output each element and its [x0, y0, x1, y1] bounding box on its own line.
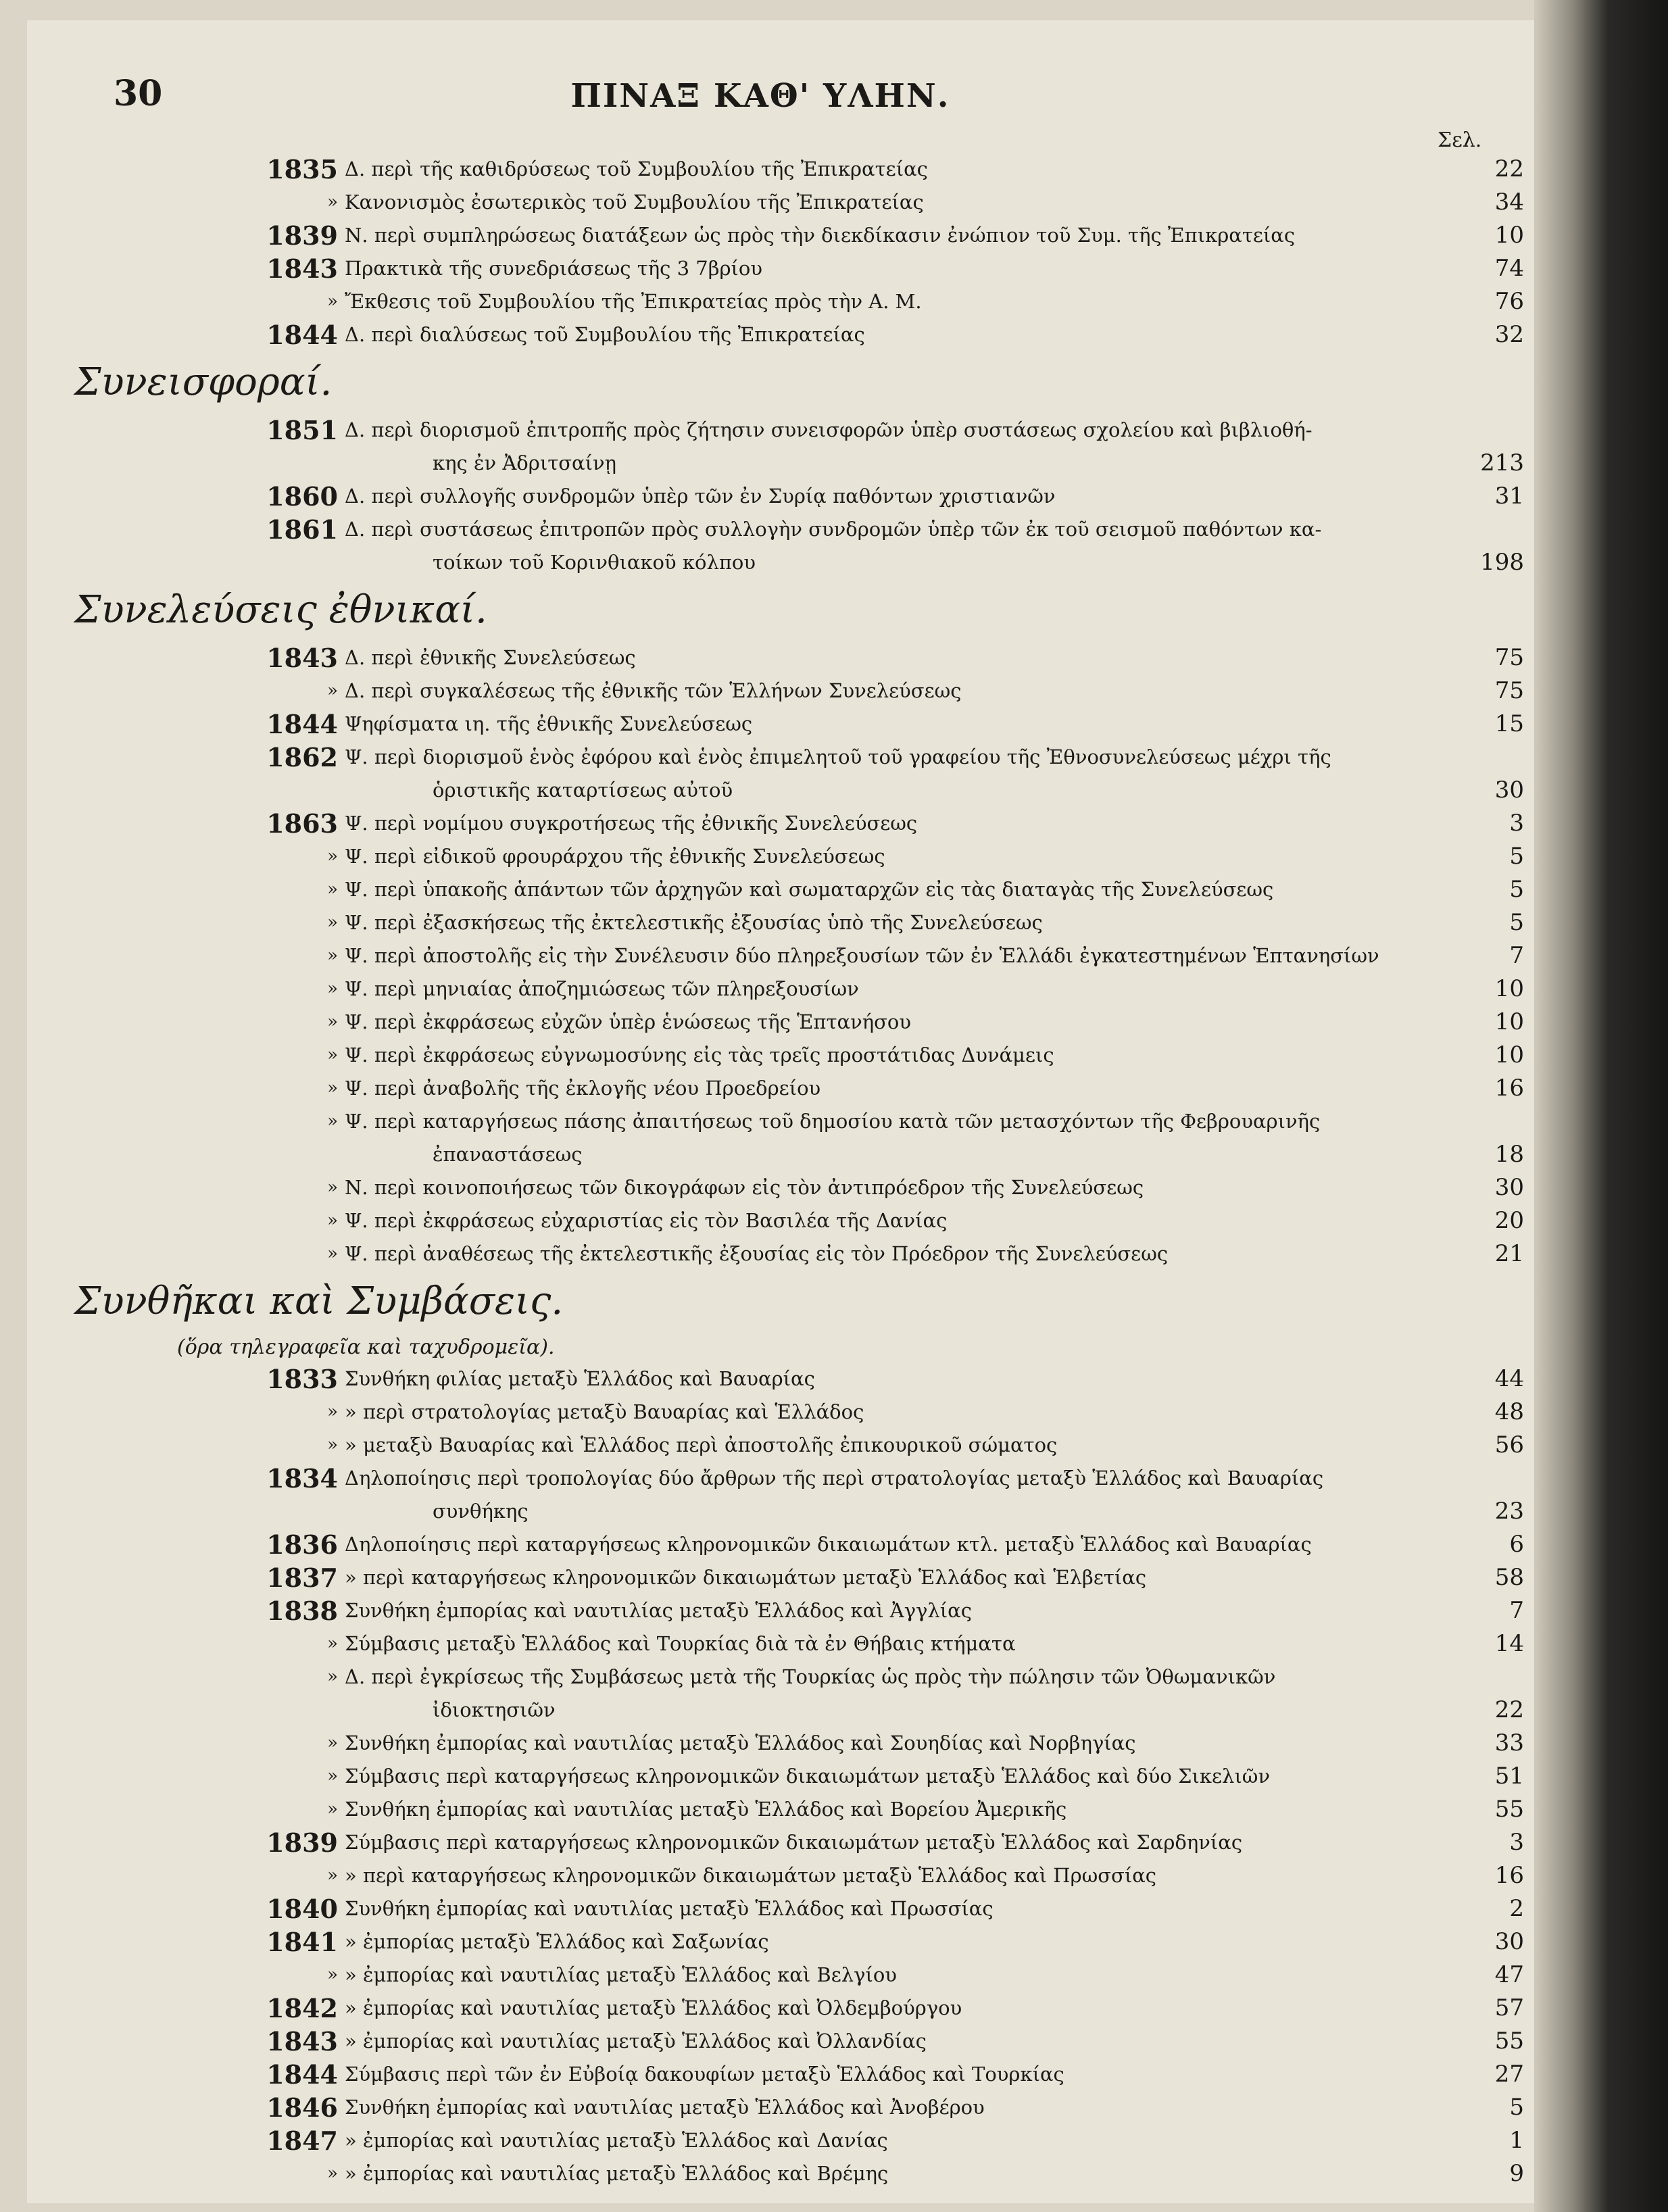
index-entry [27, 708, 1534, 741]
entry-text [345, 1362, 1446, 1396]
entry-year: 1833 [266, 1364, 338, 1394]
index-entry [27, 1429, 1534, 1462]
entry-text [345, 1528, 1446, 1561]
entry-page-number: 16 [1494, 1862, 1524, 1889]
entry-title: Δηλοποίησις περὶ καταργήσεως κληρονομικῶν δικαιωμάτων κτλ. μεταξὺ Ἑλλάδος καὶ Βαυαρίας [345, 1533, 1312, 1556]
entry-page-number: 9 [1509, 2160, 1524, 2187]
entry-title: Κανονισμὸς ἐσωτερικὸς τοῦ Συμβουλίου τῆς Ἐπικρατείας [345, 191, 924, 214]
entry-year: » [327, 1402, 338, 1422]
entry-year: » [327, 1766, 338, 1786]
index-entry [27, 318, 1534, 351]
entry-text [345, 939, 1446, 973]
entry-year: 1835 [266, 154, 338, 185]
entry-year: 1841 [266, 1927, 338, 1957]
entry-text [345, 219, 1446, 252]
index-entry [27, 414, 1534, 480]
entry-year: » [327, 192, 338, 212]
entry-text [345, 252, 1446, 285]
entry-page-number: 33 [1494, 1729, 1524, 1756]
entry-year: » [327, 1045, 338, 1065]
index-entry [27, 1594, 1534, 1627]
index-entry [27, 873, 1534, 906]
entry-text [345, 906, 1446, 939]
entry-year: » [327, 1865, 338, 1886]
entry-year: 1842 [266, 1993, 338, 2023]
index-entry [27, 153, 1534, 186]
entry-continuation: ὁριστικῆς καταρτίσεως αὐτοῦ [433, 779, 733, 802]
entry-title: » περὶ καταργήσεως κληρονομικῶν δικαιωμάτων μεταξὺ Ἑλλάδος καὶ Ἑλβετίας [345, 1566, 1147, 1589]
entry-year: 1844 [266, 709, 338, 739]
entry-title: » μεταξὺ Βαυαρίας καὶ Ἑλλάδος περὶ ἀποστολῆς ἐπικουρικοῦ σώματος [345, 1433, 1058, 1456]
entry-text [345, 1992, 1446, 2025]
index-entry [27, 2058, 1534, 2091]
index-entry [27, 807, 1534, 840]
entry-page-number: 7 [1509, 1597, 1524, 1624]
entry-title: Ψ. περὶ ἐκφράσεως εὐγνωμοσύνης εἰς τὰς τρεῖς προστάτιδας Δυνάμεις [345, 1043, 1054, 1066]
index-entry [27, 1204, 1534, 1237]
entry-year: » [327, 1733, 338, 1753]
entry-text [345, 1237, 1446, 1271]
entry-year: 1860 [266, 481, 338, 512]
entry-title: Συνθήκη φιλίας μεταξὺ Ἑλλάδος καὶ Βαυαρίας [345, 1367, 815, 1390]
index-entry [27, 641, 1534, 674]
entry-page-number: 14 [1494, 1630, 1524, 1657]
entry-text [345, 1826, 1446, 1859]
entry-title: Σύμβασις μεταξὺ Ἑλλάδος καὶ Τουρκίας διὰ τὰ ἐν Θήβαις κτήματα [345, 1632, 1016, 1655]
entry-text [345, 285, 1446, 318]
entry-text [345, 1892, 1446, 1925]
entry-year: 1836 [266, 1529, 338, 1560]
entry-title: Δ. περὶ τῆς καθιδρύσεως τοῦ Συμβουλίου τῆς Ἐπικρατείας [345, 157, 928, 180]
entry-text [345, 1204, 1446, 1237]
entry-page-number: 5 [1509, 876, 1524, 903]
entry-title: » ἐμπορίας καὶ ναυτιλίας μεταξὺ Ἑλλάδος καὶ Βρέμης [345, 2162, 889, 2185]
index-entry [27, 1171, 1534, 1204]
entry-title: Ψ. περὶ ἀναθέσεως τῆς ἐκτελεστικῆς ἐξουσίας εἰς τὸν Πρόεδρον τῆς Συνελεύσεως [345, 1242, 1169, 1265]
entry-year: » [327, 1078, 338, 1098]
entry-page-number: 5 [1509, 909, 1524, 936]
entry-year: » [327, 1244, 338, 1264]
entry-title: Συνθήκη ἐμπορίας καὶ ναυτιλίας μεταξὺ Ἑλλάδος καὶ Σουηδίας καὶ Νορβηγίας [345, 1731, 1136, 1754]
index-entry [27, 1561, 1534, 1594]
page-column-label: Σελ. [1438, 128, 1482, 152]
entry-year: 1837 [266, 1563, 338, 1593]
entry-title: Ψ. περὶ ἀποστολῆς εἰς τὴν Συνέλευσιν δύο πληρεξουσίων τῶν ἐν Ἑλλάδι ἐγκατεστημένων Ἑπτανησίων [345, 944, 1379, 967]
index-entry [27, 1627, 1534, 1661]
index-entry [27, 1105, 1534, 1171]
entry-title: Πρακτικὰ τῆς συνεδριάσεως τῆς 3 7βρίου [345, 257, 763, 280]
entry-page-number: 47 [1494, 1961, 1524, 1988]
index-entry [27, 1959, 1534, 1992]
entry-page-number: 44 [1494, 1365, 1524, 1392]
entry-year: 1834 [266, 1463, 338, 1494]
index-entry [27, 1528, 1534, 1561]
entry-year: » [327, 979, 338, 999]
entry-year: 1838 [266, 1596, 338, 1626]
entry-title: Ψ. περὶ ἐκφράσεως εὐχῶν ὑπὲρ ἑνώσεως τῆς Ἑπτανήσου [345, 1010, 911, 1033]
entry-text [345, 1039, 1446, 1072]
entry-year: » [327, 1799, 338, 1819]
entry-continuation: συνθήκης [433, 1500, 529, 1523]
entry-page-number: 34 [1494, 189, 1524, 216]
entry-page-number: 22 [1494, 1696, 1524, 1723]
entry-text [345, 1760, 1446, 1793]
entry-text [345, 1171, 1446, 1204]
entry-year: » [327, 1111, 338, 1131]
index-entry [27, 939, 1534, 973]
entry-title: Ψ. περὶ καταργήσεως πάσης ἀπαιτήσεως τοῦ δημοσίου κατὰ τῶν μετασχόντων τῆς Φεβρουαρινῆς [345, 1110, 1321, 1133]
index-entry [27, 252, 1534, 285]
entry-page-number: 31 [1494, 483, 1524, 510]
entry-year: 1839 [266, 1827, 338, 1858]
entry-title: » ἐμπορίας καὶ ναυτιλίας μεταξὺ Ἑλλάδος καὶ Βελγίου [345, 1963, 897, 1986]
entry-page-number: 30 [1494, 1928, 1524, 1955]
entry-year: 1843 [266, 643, 338, 673]
index-entry [27, 1793, 1534, 1826]
entry-text [345, 807, 1446, 840]
entry-page-number: 75 [1494, 644, 1524, 671]
section-heading: Συνθῆκαι καὶ Συμβάσεις. [74, 1279, 564, 1323]
entry-page-number: 55 [1494, 2027, 1524, 2055]
entry-title: Δ. περὶ συγκαλέσεως τῆς ἐθνικῆς τῶν Ἑλλήνων Συνελεύσεως [345, 679, 962, 702]
entry-text [345, 153, 1446, 186]
entry-page-number: 58 [1494, 1564, 1524, 1591]
entry-text [345, 513, 1446, 579]
entry-year: 1846 [266, 2092, 338, 2123]
entry-text [345, 1594, 1446, 1627]
entry-title: » ἐμπορίας καὶ ναυτιλίας μεταξὺ Ἑλλάδος καὶ Ὀλδεμβούργου [345, 1996, 962, 2019]
entry-text [345, 2058, 1446, 2091]
entry-text [345, 1105, 1446, 1171]
running-title: ΠΙΝΑΞ ΚΑΘ' ΥΛΗΝ. [570, 77, 950, 115]
entry-title: Ν. περὶ κοινοποιήσεως τῶν δικογράφων εἰς τὸν ἀντιπρόεδρον τῆς Συνελεύσεως [345, 1176, 1144, 1199]
entry-text [345, 414, 1446, 480]
entry-title: Δ. περὶ ἐγκρίσεως τῆς Συμβάσεως μετὰ τῆς Τουρκίας ὡς πρὸς τὴν πώλησιν τῶν Ὀθωμανικῶν [345, 1665, 1276, 1688]
entry-text [345, 1727, 1446, 1760]
entry-page-number: 30 [1494, 1174, 1524, 1201]
index-entry [27, 741, 1534, 807]
entry-page-number: 57 [1494, 1994, 1524, 2021]
entry-year: » [327, 291, 338, 312]
entry-title: Σύμβασις περὶ καταργήσεως κληρονομικῶν δικαιωμάτων μεταξὺ Ἑλλάδος καὶ δύο Σικελιῶν [345, 1765, 1271, 1788]
entry-text [345, 1462, 1446, 1528]
entry-year: » [327, 912, 338, 933]
entry-page-number: 10 [1494, 975, 1524, 1002]
entry-page-number: 5 [1509, 843, 1524, 870]
entry-text [345, 674, 1446, 708]
entry-title: Δ. περὶ ἐθνικῆς Συνελεύσεως [345, 646, 636, 669]
entry-page-number: 15 [1494, 710, 1524, 737]
entry-year: » [327, 1965, 338, 1985]
entry-year: 1863 [266, 808, 338, 839]
entry-text [345, 318, 1446, 351]
index-entry [27, 2124, 1534, 2157]
index-content [27, 153, 1534, 2190]
entry-title: » περὶ καταργήσεως κληρονομικῶν δικαιωμάτων μεταξὺ Ἑλλάδος καὶ Πρωσσίας [345, 1864, 1157, 1887]
entry-page-number: 56 [1494, 1431, 1524, 1458]
section-heading: Συνελεύσεις ἐθνικαί. [74, 588, 487, 632]
entry-page-number: 2 [1509, 1895, 1524, 1922]
entry-text [345, 840, 1446, 873]
entry-year: 1844 [266, 2059, 338, 2090]
entry-text [345, 1959, 1446, 1992]
entry-text [345, 1627, 1446, 1661]
entry-year: » [327, 945, 338, 966]
entry-title: Ν. περὶ συμπληρώσεως διατάξεων ὡς πρὸς τὴν διεκδίκασιν ἐνώπιον τοῦ Συμ. τῆς Ἐπικρατείας [345, 224, 1296, 247]
index-entry [27, 840, 1534, 873]
entry-year: 1843 [266, 253, 338, 284]
entry-text [345, 1661, 1446, 1727]
index-entry [27, 219, 1534, 252]
entry-year: 1844 [266, 320, 338, 350]
page-header [54, 73, 1467, 127]
entry-title: Ψ. περὶ ὑπακοῆς ἁπάντων τῶν ἀρχηγῶν καὶ σωματαρχῶν εἰς τὰς διαταγὰς τῆς Συνελεύσεως [345, 878, 1274, 901]
index-entry [27, 1072, 1534, 1105]
entry-title: Δ. περὶ συστάσεως ἐπιτροπῶν πρὸς συλλογὴν συνδρομῶν ὑπὲρ τῶν ἐκ τοῦ σεισμοῦ παθόντων κα- [345, 518, 1322, 541]
entry-page-number: 3 [1509, 1829, 1524, 1856]
entry-page-number: 51 [1494, 1763, 1524, 1790]
index-entry [27, 1661, 1534, 1727]
entry-text [345, 1072, 1446, 1105]
entry-page-number: 22 [1494, 155, 1524, 182]
index-entry [27, 1362, 1534, 1396]
index-entry [27, 1892, 1534, 1925]
entry-year: 1843 [266, 2026, 338, 2057]
entry-year: » [327, 1177, 338, 1198]
entry-title: Δ. περὶ διορισμοῦ ἐπιτροπῆς πρὸς ζήτησιν συνεισφορῶν ὑπὲρ συστάσεως σχολείου καὶ βιβλιοθή- [345, 418, 1313, 441]
entry-title: Ψ. περὶ διορισμοῦ ἑνὸς ἐφόρου καὶ ἑνὸς ἐπιμελητοῦ τοῦ γραφείου τῆς Ἐθνοσυνελεύσεως μέχρι τῆς [345, 745, 1331, 768]
entry-page-number: 27 [1494, 2061, 1524, 2088]
entry-year: 1862 [266, 742, 338, 772]
entry-year: » [327, 1633, 338, 1654]
index-entry [27, 1925, 1534, 1959]
entry-continuation: τοίκων τοῦ Κορινθιακοῦ κόλπου [433, 551, 756, 574]
entry-page-number: 1 [1509, 2127, 1524, 2154]
entry-text [345, 1859, 1446, 1892]
entry-text [345, 2157, 1446, 2190]
entry-continuation: ἐπαναστάσεως [433, 1143, 583, 1166]
index-entry [27, 480, 1534, 513]
entry-page-number: 213 [1480, 449, 1524, 476]
index-entry [27, 2157, 1534, 2190]
entry-page-number: 16 [1494, 1075, 1524, 1102]
entry-text [345, 873, 1446, 906]
entry-text [345, 708, 1446, 741]
entry-title: Ψ. περὶ ἀναβολῆς τῆς ἐκλογῆς νέου Προεδρείου [345, 1077, 821, 1100]
entry-year: » [327, 681, 338, 701]
entry-text [345, 1925, 1446, 1959]
entry-year: 1851 [266, 415, 338, 445]
entry-text [345, 480, 1446, 513]
book-spine-shadow [1534, 0, 1668, 2212]
entry-page-number: 3 [1509, 810, 1524, 837]
entry-text [345, 741, 1446, 807]
entry-page-number: 5 [1509, 2094, 1524, 2121]
section-note: (ὅρα τηλεγραφεῖα καὶ ταχυδρομεῖα). [177, 1335, 555, 1359]
entry-text [345, 1396, 1446, 1429]
page-number: 30 [114, 73, 163, 114]
entry-title: Συνθήκη ἐμπορίας καὶ ναυτιλίας μεταξὺ Ἑλλάδος καὶ Βορείου Ἀμερικῆς [345, 1798, 1067, 1821]
entry-page-number: 76 [1494, 288, 1524, 315]
entry-title: » ἐμπορίας μεταξὺ Ἑλλάδος καὶ Σαξωνίας [345, 1930, 769, 1953]
index-entry [27, 1396, 1534, 1429]
entry-page-number: 20 [1494, 1207, 1524, 1234]
entry-page-number: 32 [1494, 321, 1524, 348]
entry-year: » [327, 879, 338, 900]
entry-text [345, 1429, 1446, 1462]
index-entry [27, 1992, 1534, 2025]
entry-text [345, 973, 1446, 1006]
entry-title: Δ. περὶ συλλογῆς συνδρομῶν ὑπὲρ τῶν ἐν Συρίᾳ παθόντων χριστιανῶν [345, 485, 1056, 508]
index-entry [27, 906, 1534, 939]
entry-page-number: 198 [1480, 549, 1524, 576]
index-entry [27, 1826, 1534, 1859]
entry-continuation: κης ἐν Ἀδριτσαίνῃ [433, 451, 616, 474]
entry-title: Συνθήκη ἐμπορίας καὶ ναυτιλίας μεταξὺ Ἑλλάδος καὶ Πρωσσίας [345, 1897, 994, 1920]
entry-title: Ψηφίσματα ιη. τῆς ἐθνικῆς Συνελεύσεως [345, 712, 753, 735]
entry-title: Συνθήκη ἐμπορίας καὶ ναυτιλίας μεταξὺ Ἑλλάδος καὶ Ἀνοβέρου [345, 2096, 985, 2119]
entry-title: » ἐμπορίας καὶ ναυτιλίας μεταξὺ Ἑλλάδος καὶ Δανίας [345, 2129, 888, 2152]
entry-title: Ψ. περὶ μηνιαίας ἀποζημιώσεως τῶν πληρεξουσίων [345, 977, 859, 1000]
section-heading: Συνεισφοραί. [74, 360, 333, 404]
book-page [27, 20, 1534, 2203]
index-entry [27, 1859, 1534, 1892]
entry-text [345, 2124, 1446, 2157]
index-entry [27, 513, 1534, 579]
index-entry [27, 1237, 1534, 1271]
entry-year: 1840 [266, 1894, 338, 1924]
entry-page-number: 10 [1494, 1041, 1524, 1068]
index-entry [27, 1727, 1534, 1760]
entry-year: » [327, 1210, 338, 1231]
entry-page-number: 10 [1494, 222, 1524, 249]
entry-title: » περὶ στρατολογίας μεταξὺ Βαυαρίας καὶ Ἑλλάδος [345, 1400, 864, 1423]
entry-title: Ψ. περὶ νομίμου συγκροτήσεως τῆς ἐθνικῆς Συνελεύσεως [345, 812, 918, 835]
index-entry [27, 973, 1534, 1006]
entry-year: » [327, 1667, 338, 1687]
entry-page-number: 23 [1494, 1498, 1524, 1525]
entry-title: Σύμβασις περὶ τῶν ἐν Εὐβοίᾳ δακουφίων μεταξὺ Ἑλλάδος καὶ Τουρκίας [345, 2063, 1064, 2086]
index-entry [27, 1462, 1534, 1528]
entry-page-number: 6 [1509, 1531, 1524, 1558]
entry-text [345, 2025, 1446, 2058]
index-entry [27, 674, 1534, 708]
entry-page-number: 7 [1509, 942, 1524, 969]
entry-year: » [327, 2163, 338, 2184]
entry-year: 1839 [266, 220, 338, 251]
entry-text [345, 186, 1446, 219]
entry-title: Ἔκθεσις τοῦ Συμβουλίου τῆς Ἐπικρατείας πρὸς τὴν Α. Μ. [345, 290, 922, 313]
entry-page-number: 48 [1494, 1398, 1524, 1425]
entry-continuation: ἰδιοκτησιῶν [433, 1698, 556, 1721]
entry-text [345, 1561, 1446, 1594]
entry-title: Συνθήκη ἐμπορίας καὶ ναυτιλίας μεταξὺ Ἑλλάδος καὶ Ἀγγλίας [345, 1599, 972, 1622]
entry-title: Σύμβασις περὶ καταργήσεως κληρονομικῶν δικαιωμάτων μεταξὺ Ἑλλάδος καὶ Σαρδηνίας [345, 1831, 1243, 1854]
entry-title: Δ. περὶ διαλύσεως τοῦ Συμβουλίου τῆς Ἐπικρατείας [345, 323, 865, 346]
index-entry [27, 285, 1534, 318]
entry-page-number: 75 [1494, 677, 1524, 704]
index-entry [27, 2025, 1534, 2058]
entry-title: Δηλοποίησις περὶ τροπολογίας δύο ἄρθρων τῆς περὶ στρατολογίας μεταξὺ Ἑλλάδος καὶ Βαυαρίας [345, 1467, 1324, 1490]
entry-page-number: 30 [1494, 777, 1524, 804]
entry-title: Ψ. περὶ ἐξασκήσεως τῆς ἐκτελεστικῆς ἐξουσίας ὑπὸ τῆς Συνελεύσεως [345, 911, 1043, 934]
index-entry [27, 2091, 1534, 2124]
entry-text [345, 641, 1446, 674]
entry-page-number: 21 [1494, 1240, 1524, 1267]
entry-year: » [327, 1012, 338, 1032]
entry-page-number: 18 [1494, 1141, 1524, 1168]
entry-title: Ψ. περὶ ἐκφράσεως εὐχαριστίας εἰς τὸν Βασιλέα τῆς Δανίας [345, 1209, 948, 1232]
entry-text [345, 2091, 1446, 2124]
entry-page-number: 10 [1494, 1008, 1524, 1035]
index-entry [27, 1006, 1534, 1039]
entry-text [345, 1793, 1446, 1826]
entry-year: » [327, 1435, 338, 1455]
entry-year: » [327, 846, 338, 866]
entry-title: » ἐμπορίας καὶ ναυτιλίας μεταξὺ Ἑλλάδος καὶ Ὀλλανδίας [345, 2030, 927, 2053]
entry-year: 1847 [266, 2125, 338, 2156]
entry-title: Ψ. περὶ εἰδικοῦ φρουράρχου τῆς ἐθνικῆς Συνελεύσεως [345, 845, 885, 868]
entry-text [345, 1006, 1446, 1039]
index-entry [27, 1039, 1534, 1072]
entry-year: 1861 [266, 514, 338, 545]
entry-page-number: 74 [1494, 255, 1524, 282]
entry-page-number: 55 [1494, 1796, 1524, 1823]
index-entry [27, 1760, 1534, 1793]
index-entry [27, 186, 1534, 219]
